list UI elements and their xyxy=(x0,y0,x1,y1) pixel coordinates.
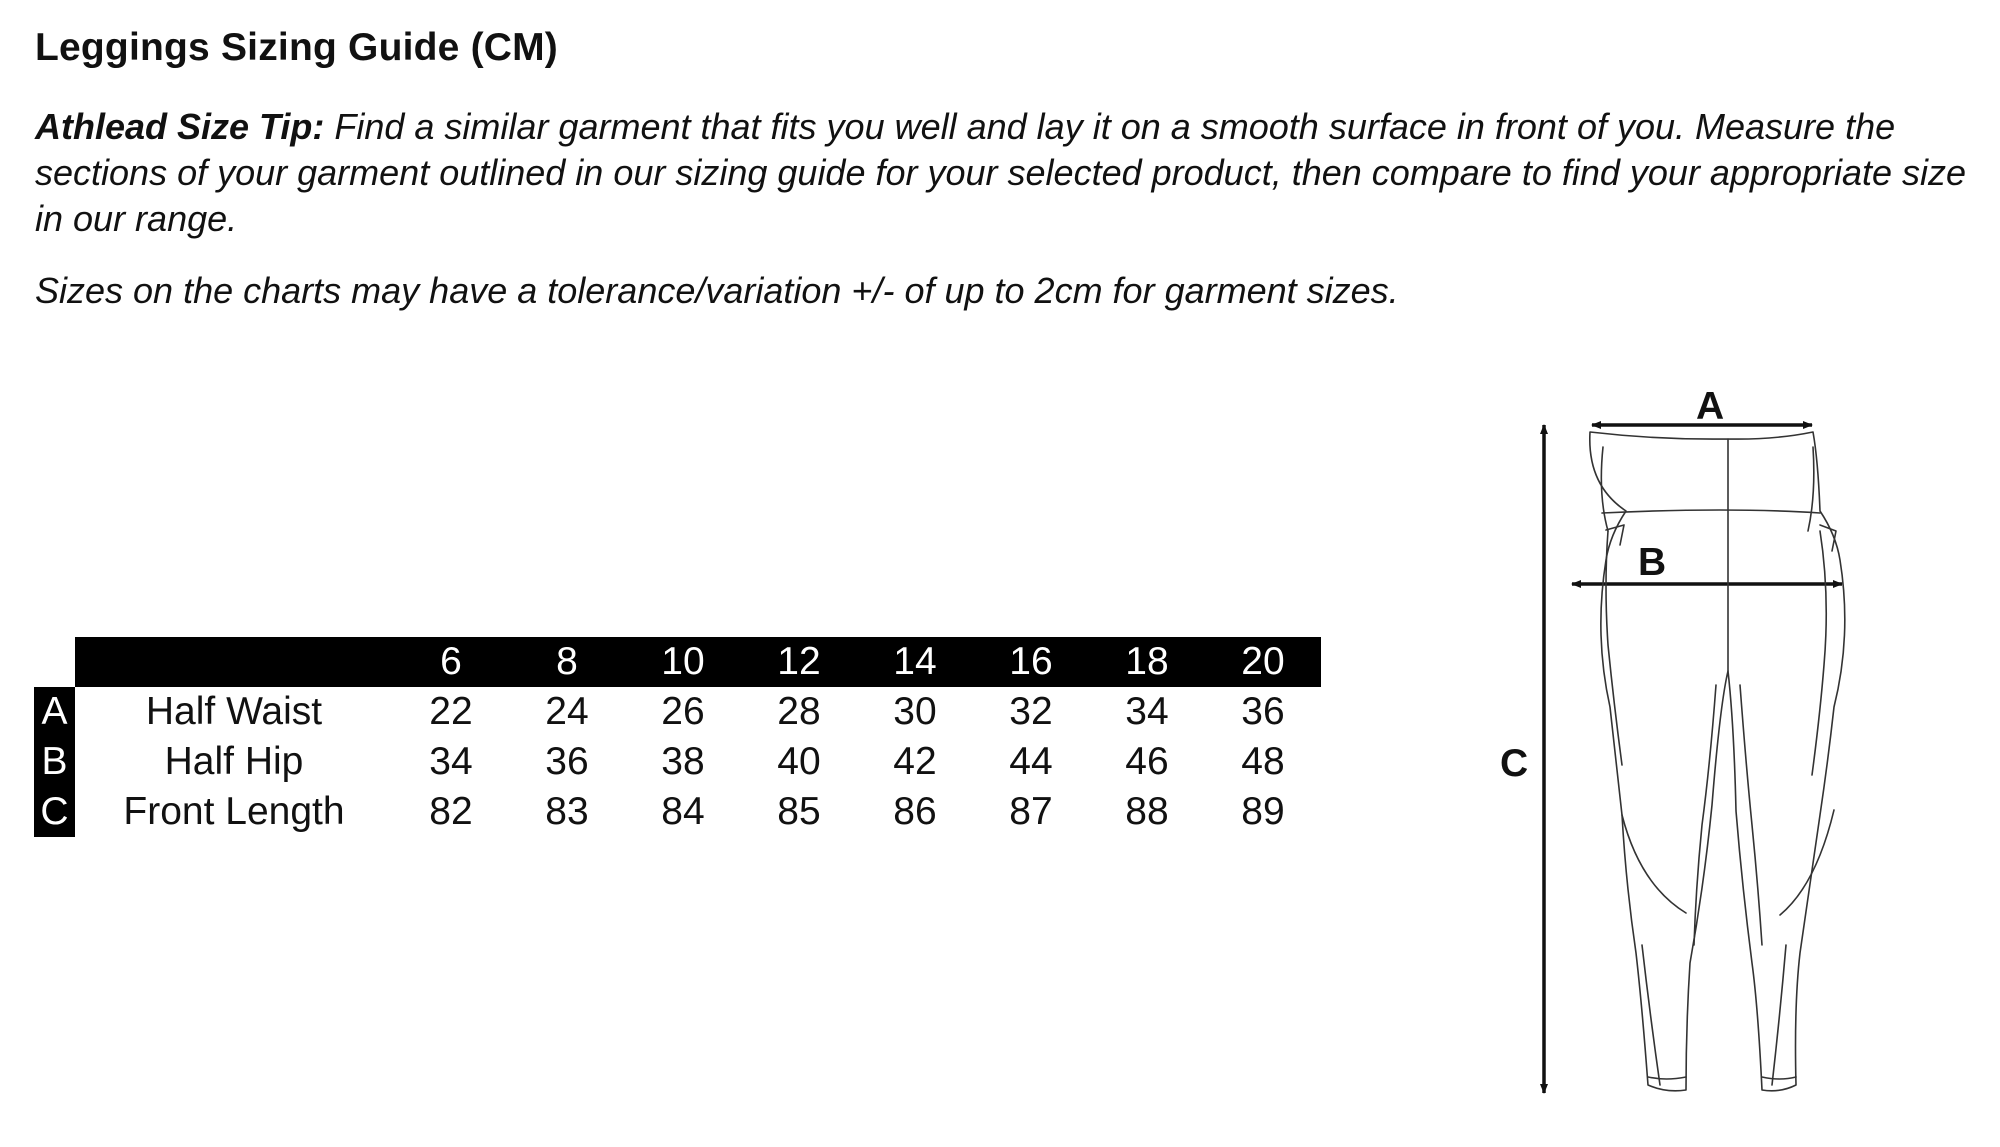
row-letter-badge: A xyxy=(34,687,75,737)
table-row-half-hip xyxy=(34,737,1321,787)
size-header: 12 xyxy=(741,637,857,687)
header-spacer xyxy=(34,637,75,687)
table-row-front-length xyxy=(34,787,1321,837)
tolerance-note: Sizes on the charts may have a tolerance/variation +/- of up to 2cm for garment sizes. xyxy=(35,270,1399,311)
table-cell: 40 xyxy=(777,740,821,783)
table-cell: 86 xyxy=(893,790,937,833)
leggings-diagram xyxy=(1490,385,1870,1100)
measure-label-c: C xyxy=(1500,742,1529,785)
table-cell: 38 xyxy=(661,740,705,783)
size-tip-text: Find a similar garment that fits you well and lay it on a smooth surface in front of you. Measure the sections of your garment outlined in our sizing guide for your selected product, then compare to find your appropriate size in our range. xyxy=(35,106,1967,239)
leggings-outline-icon xyxy=(1490,385,1870,1100)
row-label: Front Length xyxy=(123,790,345,833)
table-cell: 22 xyxy=(429,690,473,733)
size-header: 10 xyxy=(625,637,741,687)
table-cell: 87 xyxy=(1009,790,1053,833)
table-cell: 36 xyxy=(545,740,589,783)
row-label: Half Hip xyxy=(164,740,304,783)
size-header: 14 xyxy=(857,637,973,687)
row-letter-badge: C xyxy=(34,787,75,837)
size-header: 16 xyxy=(973,637,1089,687)
table-cell: 30 xyxy=(893,690,937,733)
size-header: 6 xyxy=(393,637,509,687)
table-cell: 84 xyxy=(661,790,705,833)
size-header: 20 xyxy=(1205,637,1321,687)
size-tip-label: Athlead Size Tip: xyxy=(35,106,325,147)
size-header: 8 xyxy=(509,637,625,687)
table-cell: 26 xyxy=(661,690,705,733)
row-letter-badge: B xyxy=(34,737,75,787)
table-cell: 89 xyxy=(1241,790,1285,833)
size-header-row xyxy=(34,637,1321,687)
size-header: 18 xyxy=(1089,637,1205,687)
table-cell: 34 xyxy=(429,740,473,783)
table-cell: 32 xyxy=(1009,690,1053,733)
table-cell: 85 xyxy=(777,790,821,833)
table-cell: 48 xyxy=(1241,740,1285,783)
table-cell: 44 xyxy=(1009,740,1053,783)
size-tip xyxy=(35,104,1975,242)
sizing-table xyxy=(34,637,1321,837)
table-cell: 34 xyxy=(1125,690,1169,733)
measure-label-a: A xyxy=(1696,385,1725,428)
table-cell: 24 xyxy=(545,690,589,733)
table-row-half-waist xyxy=(34,687,1321,737)
table-cell: 28 xyxy=(777,690,821,733)
table-cell: 42 xyxy=(893,740,937,783)
page-title: Leggings Sizing Guide (CM) xyxy=(35,26,558,69)
table-cell: 88 xyxy=(1125,790,1169,833)
table-cell: 83 xyxy=(545,790,589,833)
header-label-blank xyxy=(75,637,393,687)
table-cell: 36 xyxy=(1241,690,1285,733)
measure-label-b: B xyxy=(1638,541,1667,584)
table-cell: 82 xyxy=(429,790,473,833)
table-cell: 46 xyxy=(1125,740,1169,783)
row-label: Half Waist xyxy=(145,690,323,733)
